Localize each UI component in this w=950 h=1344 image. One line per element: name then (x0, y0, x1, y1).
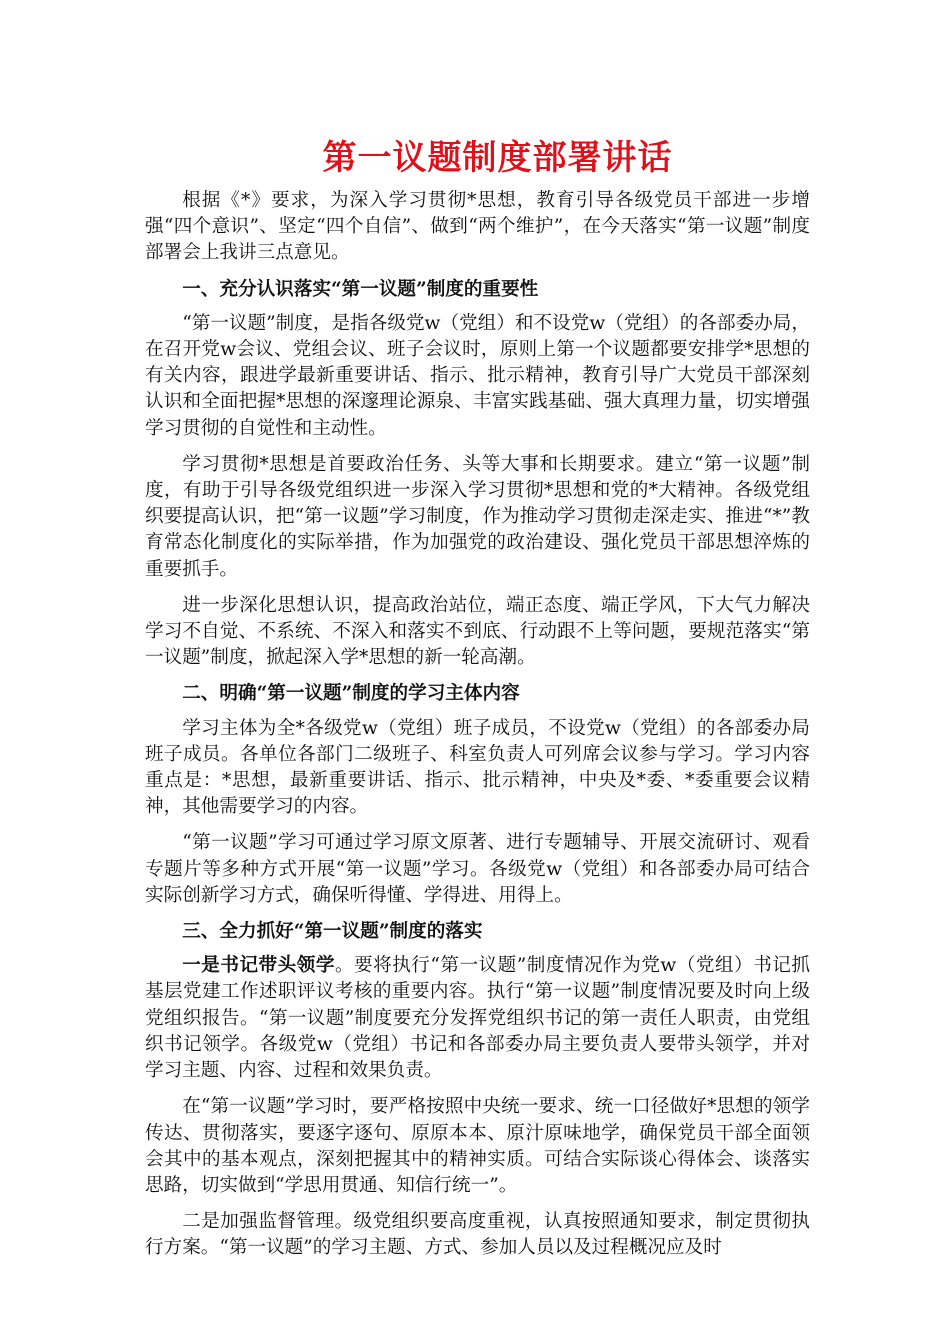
section-1-paragraph-3: 进一步深化思想认识，提高政治站位，端正态度、端正学风，下大气力解决学习不自觉、不系统、不深入和落实不到底、行动跟不上等问题，要规范落实“第一议题”制度，掀起深入学*思想的新一轮高潮。 (145, 594, 810, 669)
intro-paragraph: 根据《*》要求，为深入学习贯彻*思想，教育引导各级党员干部进一步增强“四个意识”、坚定“四个自信”、做到“两个维护”，在今天落实“第一议题”制度部署会上我讲三点意见。 (145, 190, 810, 264)
section-3-paragraph-2: 在“第一议题”学习时，要严格按照中央统一要求、统一口径做好*思想的领学传达、贯彻落实，要逐字逐句、原原本本、原汁原味地学，确保党员干部全面领会其中的基本观点，深刻把握其中的精神实质。可结合实际谈心得体会、谈落实思路，切实做到“学思用贯通、知信行统一”。 (145, 1096, 810, 1196)
section-3-paragraph-3: 二是加强监督管理。级党组织要高度重视，认真按照通知要求，制定贯彻执行方案。“第一议题”的学习主题、方式、参加人员以及过程概况应及时 (145, 1211, 810, 1259)
section-2-heading: 二、明确“第一议题”制度的学习主体内容 (182, 683, 520, 705)
document-body (145, 188, 810, 1272)
section-3-paragraph-1 (145, 953, 810, 1084)
paragraph-body-text: 。要将执行“第一议题”制度情况作为党w（党组）书记抓基层党建工作述职评议考核的重要内容。执行“第一议题”制度情况要及时向上级党组织报告。“第一议题”制度要充分发挥党组织书记的第一责任人职责，由党组织书记领学。各级党w（党组）书记和各部委办局主要负责人要带头领学，并对学习主题、内容、过程和效果负责。 (145, 955, 810, 1082)
section-1-heading: 一、充分认识落实“第一议题”制度的重要性 (182, 278, 539, 300)
section-2-paragraph-2: “第一议题”学习可通过学习原文原著、进行专题辅导、开展交流研讨、观看专题片等多种方式开展“第一议题”学习。各级党w（党组）和各部委办局可结合实际创新学习方式，确保听得懂、学得进、用得上。 (145, 832, 810, 906)
document-title: 第一议题制度部署讲话 (322, 138, 673, 178)
section-1-paragraph-1: “第一议题”制度，是指各级党w（党组）和不设党w（党组）的各部委办局，在召开党w会议、党组会议、班子会议时，原则上第一个议题都要安排学*思想的有关内容，跟进学最新重要讲话、指示、批示精神，教育引导广大党员干部深刻认识和全面把握*思想的深邃理论源泉、丰富实践基础、强大真理力量，切实增强学习贯彻的自觉性和主动性。 (145, 312, 810, 439)
section-2-paragraph-1: 学习主体为全*各级党w（党组）班子成员，不设党w（党组）的各部委办局班子成员。各单位各部门二级班子、科室负责人可列席会议参与学习。学习内容重点是：*思想，最新重要讲话、指示、批示精神，中央及*委、*委重要会议精神，其他需要学习的内容。 (145, 717, 810, 818)
section-1-paragraph-2: 学习贯彻*思想是首要政治任务、头等大事和长期要求。建立“第一议题”制度，有助于引导各级党组织进一步深入学习贯彻*思想和党的*大精神。各级党组织要提高认识，把“第一议题”学习制度，作为推动学习贯彻走深走实、推进“*”教育常态化制度化的实际举措，作为加强党的政治建设、强化党员干部思想淬炼的重要抓手。 (145, 453, 810, 580)
paragraph-lead-text: 一是书记带头领学 (182, 955, 335, 977)
section-3-heading: 三、全力抓好“第一议题”制度的落实 (182, 921, 483, 943)
